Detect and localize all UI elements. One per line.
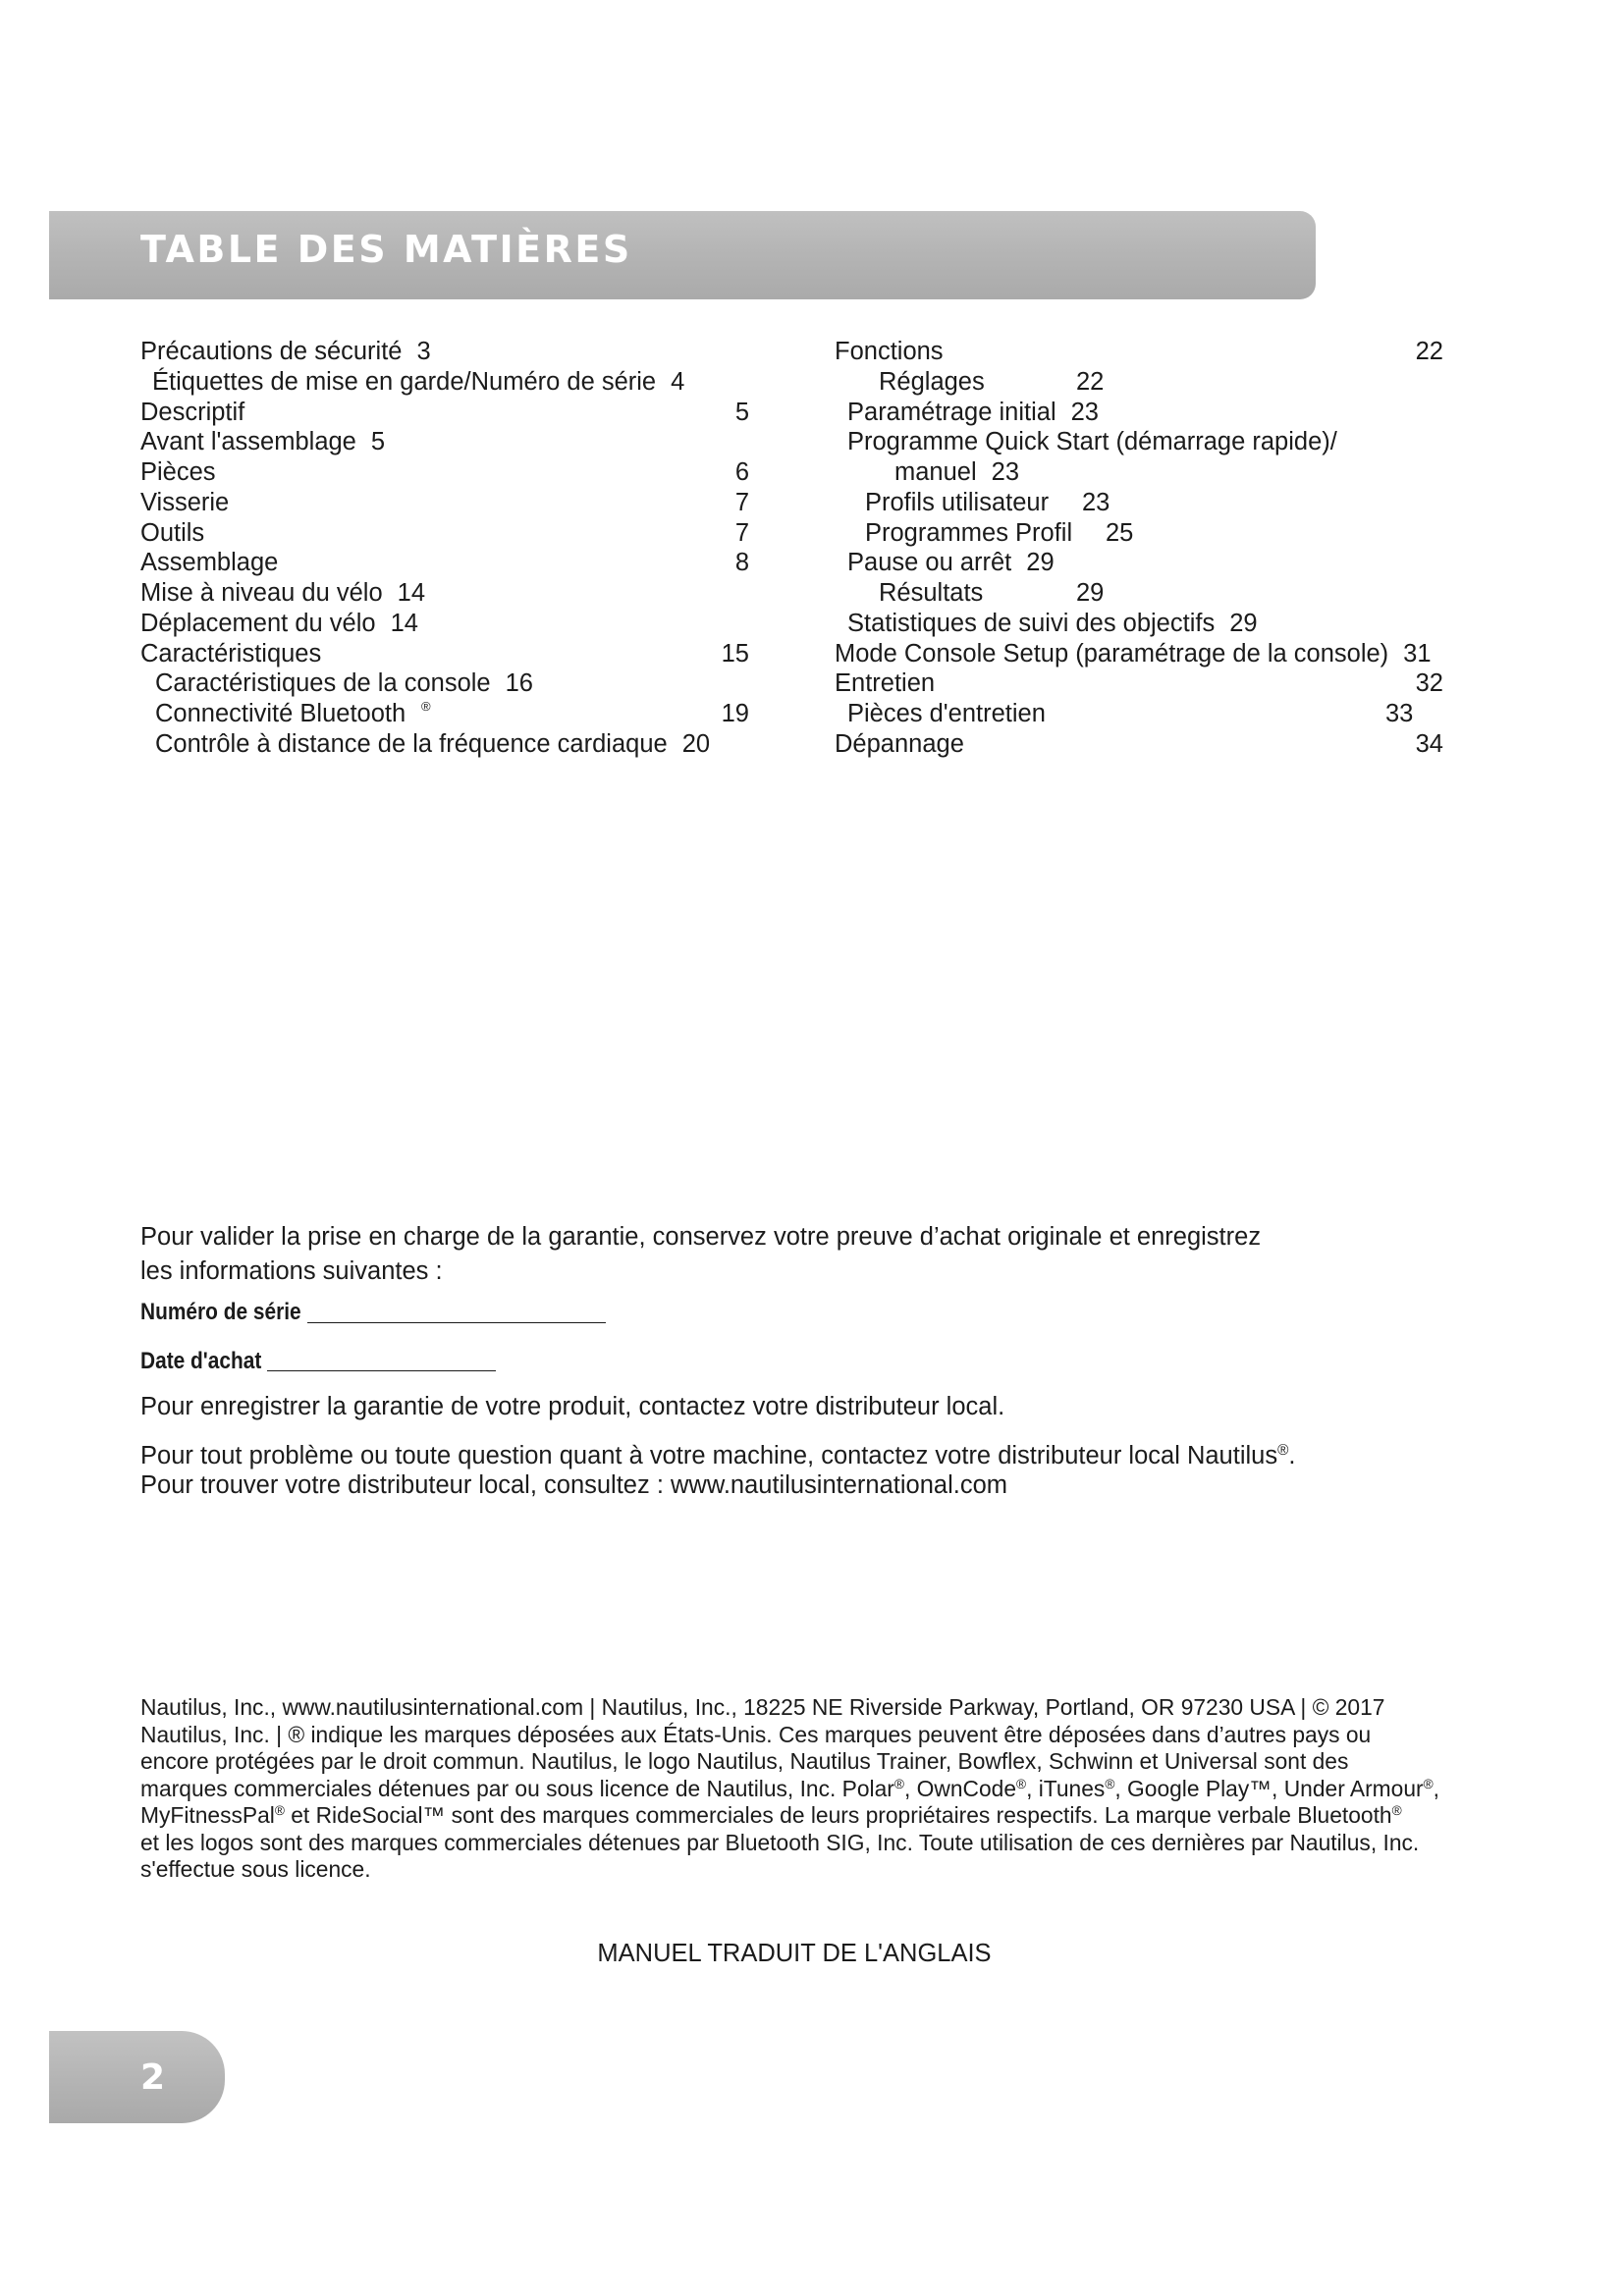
legal-line: marques commerciales détenues par ou sous licence de Nautilus, Inc. Polar®, OwnCode®, iTunes®, Google Play™, Under Armour®, xyxy=(140,1775,1440,1801)
toc-entry-label: Dépannage xyxy=(835,729,964,758)
toc-entry-page: 3 xyxy=(416,338,431,365)
toc-entry xyxy=(140,367,749,398)
toc-entry-label: Paramétrage initial xyxy=(847,398,1056,426)
toc-entry-label: Programmes Profil xyxy=(865,518,1073,547)
legal-line: et les logos sont des marques commerciales détenues par Bluetooth SIG, Inc. Toute utilisation de ces dernières par Nautilus, Inc. xyxy=(140,1829,1420,1855)
toc-entry-label: Mode Console Setup (paramétrage de la console) xyxy=(835,639,1389,667)
toc-entry-page: 23 xyxy=(991,458,1020,487)
toc-entry-page: 31 xyxy=(1403,639,1432,667)
purchase-date-blank xyxy=(267,1370,496,1371)
toc-entry-page: 20 xyxy=(681,729,711,758)
toc-entry xyxy=(835,398,1443,428)
legal-line: Nautilus, Inc., www.nautilusinternational.com | Nautilus, Inc., 18225 NE Riverside Parkway, Portland, OR 97230 USA | © 2017 xyxy=(140,1694,1385,1720)
toc-entry-label: Programme Quick Start (démarrage rapide)/ xyxy=(847,428,1337,456)
serial-number-blank xyxy=(307,1322,606,1323)
toc-entry-label: manuel xyxy=(894,458,977,487)
translation-note: MANUEL TRADUIT DE L'ANGLAIS xyxy=(597,1940,992,1967)
toc-entry-label: Entretien xyxy=(835,669,936,698)
registered-mark: ® xyxy=(421,699,431,715)
legal-line: encore protégées par le droit commun. Nautilus, le logo Nautilus, Nautilus Trainer, Bowflex, Schwinn et Universal sont des xyxy=(140,1748,1349,1774)
toc-entry-label: Visserie xyxy=(140,488,230,516)
toc-entry xyxy=(835,639,1443,669)
toc-entry-page: 29 xyxy=(1076,579,1105,608)
toc-entry-label: Déplacement du vélo xyxy=(140,609,376,637)
toc-entry-label: Contrôle à distance de la fréquence cardiaque xyxy=(155,729,668,758)
toc-entry xyxy=(140,578,749,609)
toc-right-column xyxy=(835,337,1443,760)
toc-entry xyxy=(140,518,749,549)
toc-entry-page: 29 xyxy=(1026,549,1055,577)
toc-entry-label: Réglages xyxy=(879,367,985,396)
warranty-intro-line: Pour valider la prise en charge de la garantie, conservez votre preuve d’achat originale et enregistrez xyxy=(140,1223,1262,1251)
toc-entry xyxy=(835,548,1443,578)
toc-entry-page: 14 xyxy=(390,609,418,637)
toc-entry-label: Connectivité Bluetooth xyxy=(155,700,406,728)
toc-entry-page: 6 xyxy=(734,458,749,487)
toc-entry xyxy=(140,398,749,428)
toc-entry-label: Étiquettes de mise en garde/Numéro de série xyxy=(152,367,657,396)
toc-entry-label: Résultats xyxy=(879,579,984,608)
toc-entry xyxy=(140,699,749,729)
legal-line: MyFitnessPal® et RideSocial™ sont des marques commerciales de leurs propriétaires respectifs. La marque verbale Bluetooth® xyxy=(140,1802,1402,1828)
toc-entry-page: 34 xyxy=(1415,729,1443,758)
toc-entry-page: 5 xyxy=(370,428,386,456)
toc-entry-page: 22 xyxy=(1415,338,1443,365)
toc-entry xyxy=(140,488,749,518)
toc-entry-label: Assemblage xyxy=(140,549,279,577)
toc-entry-label: Caractéristiques xyxy=(140,639,322,667)
toc-entry xyxy=(140,729,749,760)
toc-entry-label: Pièces xyxy=(140,458,216,487)
toc-entry xyxy=(140,639,749,669)
warranty-intro-line: les informations suivantes : xyxy=(140,1257,443,1285)
toc-entry xyxy=(140,668,749,699)
toc-entry-page: 8 xyxy=(734,549,749,577)
toc-entry xyxy=(835,367,1443,398)
toc-left-column xyxy=(140,337,749,760)
toc-entry-page: 22 xyxy=(1076,367,1105,396)
toc-entry-label: Mise à niveau du vélo xyxy=(140,579,383,608)
page-number-tab xyxy=(49,2031,225,2123)
toc-entry xyxy=(835,488,1443,518)
toc-entry-page: 29 xyxy=(1229,609,1258,637)
toc-entry-page: 19 xyxy=(721,700,749,728)
toc-entry xyxy=(835,668,1443,699)
toc-entry xyxy=(835,427,1443,457)
legal-line: Nautilus, Inc. | ® indique les marques déposées aux États-Unis. Ces marques peuvent être déposées dans d’autres pays ou xyxy=(140,1721,1372,1747)
toc-entry xyxy=(835,337,1443,367)
page-number: 2 xyxy=(140,2056,166,2098)
toc-entry-page: 25 xyxy=(1106,518,1134,547)
toc-entry-label: Profils utilisateur xyxy=(865,488,1050,516)
warranty-contact-text: Pour tout problème ou toute question quant à votre machine, contactez votre distributeur local Nautilus®. xyxy=(140,1441,1296,1469)
purchase-date-label: Date d'achat xyxy=(140,1348,262,1374)
toc-entry-page: 4 xyxy=(671,367,685,396)
toc-entry-page: 23 xyxy=(1070,398,1099,426)
toc-entry-label: Pause ou arrêt xyxy=(847,549,1012,577)
serial-number-label: Numéro de série xyxy=(140,1299,301,1325)
toc-entry-page: 32 xyxy=(1415,669,1443,698)
toc-entry-label: Descriptif xyxy=(140,398,245,426)
toc-entry-page: 15 xyxy=(721,639,749,667)
toc-entry-label: Caractéristiques de la console xyxy=(155,669,491,698)
toc-header-band xyxy=(49,211,1316,299)
toc-entry-page: 23 xyxy=(1082,488,1110,516)
toc-entry-label: Pièces d'entretien xyxy=(847,700,1046,728)
toc-entry-page: 14 xyxy=(397,579,426,608)
page-title: TABLE DES MATIÈRES xyxy=(140,227,632,271)
toc-entry xyxy=(835,699,1443,729)
toc-entry-label: Précautions de sécurité xyxy=(140,338,403,365)
toc-entry-label: Statistiques de suivi des objectifs xyxy=(847,609,1216,637)
toc-entry-page: 5 xyxy=(734,398,749,426)
toc-entry-page: 33 xyxy=(1385,700,1414,728)
toc-entry xyxy=(140,548,749,578)
toc-entry-label: Outils xyxy=(140,518,205,547)
toc-entry-page: 16 xyxy=(505,669,533,698)
legal-notice xyxy=(140,1694,1439,1884)
toc-entry xyxy=(140,457,749,488)
toc-entry xyxy=(835,729,1443,760)
toc-entry-label: Avant l'assemblage xyxy=(140,428,356,456)
toc-entry-label: Fonctions xyxy=(835,338,944,365)
toc-entry xyxy=(140,609,749,639)
toc-entry-page: 7 xyxy=(734,488,749,516)
toc-entry xyxy=(835,578,1443,609)
toc-entry xyxy=(140,427,749,457)
warranty-register-text: Pour enregistrer la garantie de votre produit, contactez votre distributeur local. xyxy=(140,1393,1005,1420)
legal-line: s'effectue sous licence. xyxy=(140,1856,371,1882)
toc-entry-page: 7 xyxy=(734,518,749,547)
toc-entry xyxy=(835,518,1443,549)
toc-entry xyxy=(140,337,749,367)
toc-entry xyxy=(835,609,1443,639)
warranty-find-distributor-text: Pour trouver votre distributeur local, consultez : www.nautilusinternational.com xyxy=(140,1471,1007,1499)
toc-entry xyxy=(835,457,1443,488)
